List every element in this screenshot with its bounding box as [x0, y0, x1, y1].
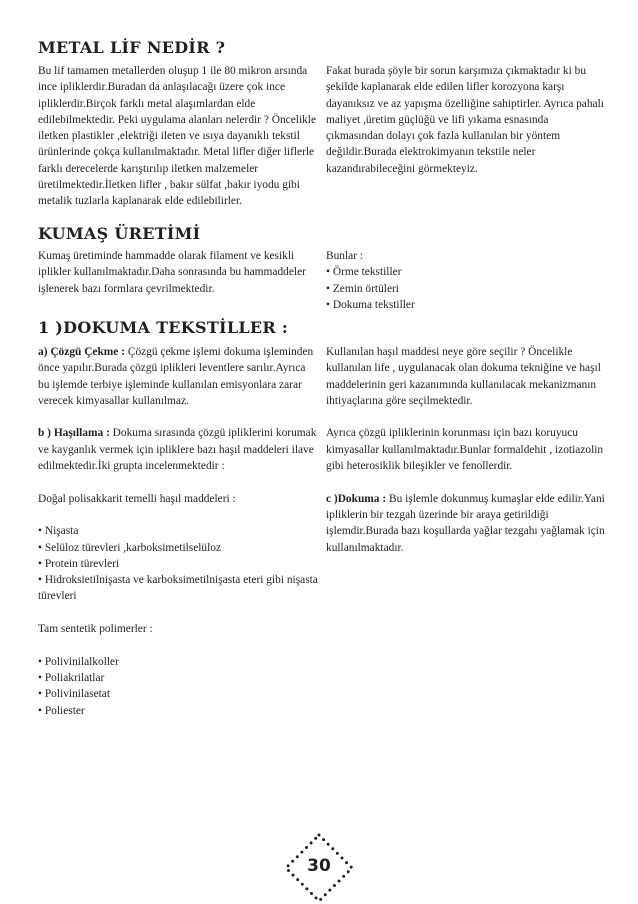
- dokuma-right-column: [326, 344, 606, 556]
- metal-right-column: [326, 63, 606, 177]
- heading-kumas-uretimi: KUMAŞ ÜRETİMİ: [38, 224, 201, 243]
- synthetic-polymers-list: [38, 654, 318, 719]
- paragraph-hasil-secimi: Kullanılan haşıl maddesi neye göre seçilir ? Öncelikle kullanılan life , uygulanacak olan dokuma tekniğine ve haşıl maddelerinin geri kazanımında kullanılacak mekanizmanın ihtiyaçlarına göre seçilmektedir.: [326, 346, 601, 407]
- natural-sizing-title: Doğal polisakkarit temelli haşıl maddeleri :: [38, 492, 236, 505]
- list-item: • Selüloz türevleri ,karboksimetilselülоz: [38, 540, 318, 556]
- cozgu-cekme-text: Çözgü çekme işlemi dokuma işleminden önce yapılır.Burada çözgü iplikleri leventlere sarılır.Ayrıca bu işlemde terbiye işleminde kullanılan emisyonlara zarar verecek kimyasallar kullanılmaz.: [38, 346, 314, 407]
- kumas-left-paragraph: Kumaş üretiminde hammadde olarak filament ve kesikli iplikler kullanılmaktadır.Daha sonrasında bu hammaddeler işlenerek bazı formlara çevrilmektedir.: [38, 250, 306, 295]
- kumas-right-column: [326, 248, 606, 313]
- list-item: • Örme tekstiller: [326, 264, 606, 280]
- natural-sizing-list: [38, 523, 318, 604]
- list-item: • Polivinilasetat: [38, 686, 318, 702]
- kumas-left-column: [38, 248, 318, 297]
- page-number-badge: [283, 832, 355, 904]
- kumas-right-intro: Bunlar :: [326, 250, 364, 262]
- paragraph-dokuma: [326, 491, 606, 556]
- page-number: 30: [307, 856, 331, 876]
- metal-right-paragraph: Fakat burada şöyle bir sorun karşımıza çıkmaktadır ki bu şekilde kaplanarak elde edilen lifler korozyona karşı dayanıksız ve az yapışma özelliğine sahiptirler. Ayrıca pahalı maliyet ,üretim güçlüğü ve lifi yıkama esnasında çıkmasından dolayı çok fazla kullanılan bir yöntem değildir.Burada elektrokimyanın tekstile neler kazandırabileceğini görmekteyiz.: [326, 65, 604, 175]
- list-item: • Poliakrilatlar: [38, 670, 318, 686]
- synthetic-polymers-title: Tam sentetik polimerler :: [38, 623, 153, 636]
- dokuma-label: c )Dokuma :: [326, 492, 387, 505]
- dokuma-text: Bu işlemle dokunmuş kumaşlar elde edilir.Yani ipliklerin bir tezgah üzerinde bir araya getirildiği işlemdir.Burada bazı koşullarda yağlar tezgahı yağlamak için kullanılmaktadır.: [326, 492, 605, 554]
- metal-left-column: [38, 63, 318, 210]
- heading-dokuma-tekstiller: 1 )DOKUMA TEKSTİLLER :: [38, 318, 289, 337]
- paragraph-koruyucu-kimyasallar: Ayrıca çözgü ipliklerinin korunması için bazı koruyucu kimyasallar kullanılmaktadır.Bunlar formaldehit , izotiazolin gibi heterosiklik bileşikler ve fenollerdir.: [326, 427, 604, 473]
- list-item: • Polivinilalkoller: [38, 654, 318, 670]
- list-item: • Hidroksietilnişasta ve karboksimetilnişasta eteri gibi nişasta türevleri: [38, 572, 318, 605]
- paragraph-hasillama: [38, 425, 318, 474]
- metal-left-paragraph: Bu lif tamamen metallerden oluşup 1 ile 80 mikron arsında ince ipliklerdir.Buradan da anlaşılacağı üzere çok ince ipliklerdir.Birçok farklı metal alaşımlardan elde edilebilmektedir. Peki uygulama alanları nelerdir ? Öncelikle iletken plastikler ,elektriği ileten ve ısıya dayanıklı tekstil ürünlerinde çokça kullanılmaktadır. Metal lifler diğer liflerle farklı derecelerde karıştırılıp iletken malzemeler üretilmektedir.İletken lifler , bakır sülfat ,bakır iyodu gibi metalik tuzlarla kaplanarak elde edilebilirler.: [38, 65, 317, 208]
- dokuma-left-column: [38, 344, 318, 719]
- heading-metal-lif: METAL LİF NEDİR ?: [38, 38, 226, 57]
- list-item: • Protein türevleri: [38, 556, 318, 572]
- hasillama-text: Dokuma sırasında çözgü ipliklerini korumak ve kayganlık vermek için ipliklere bazı haşıl maddeleri ilave edilmektedir.İki grupta incelenmektedir :: [38, 427, 317, 473]
- list-item: • Nişasta: [38, 523, 318, 539]
- list-item: • Dokuma tekstiller: [326, 297, 606, 313]
- cozgu-cekme-label: a) Çözgü Çekme :: [38, 346, 125, 358]
- list-item: • Poliester: [38, 703, 318, 719]
- paragraph-cozgu-cekme: [38, 344, 318, 409]
- kumas-list: [326, 264, 606, 313]
- hasillama-label: b ) Haşıllama :: [38, 427, 110, 440]
- list-item: • Zemin örtüleri: [326, 281, 606, 297]
